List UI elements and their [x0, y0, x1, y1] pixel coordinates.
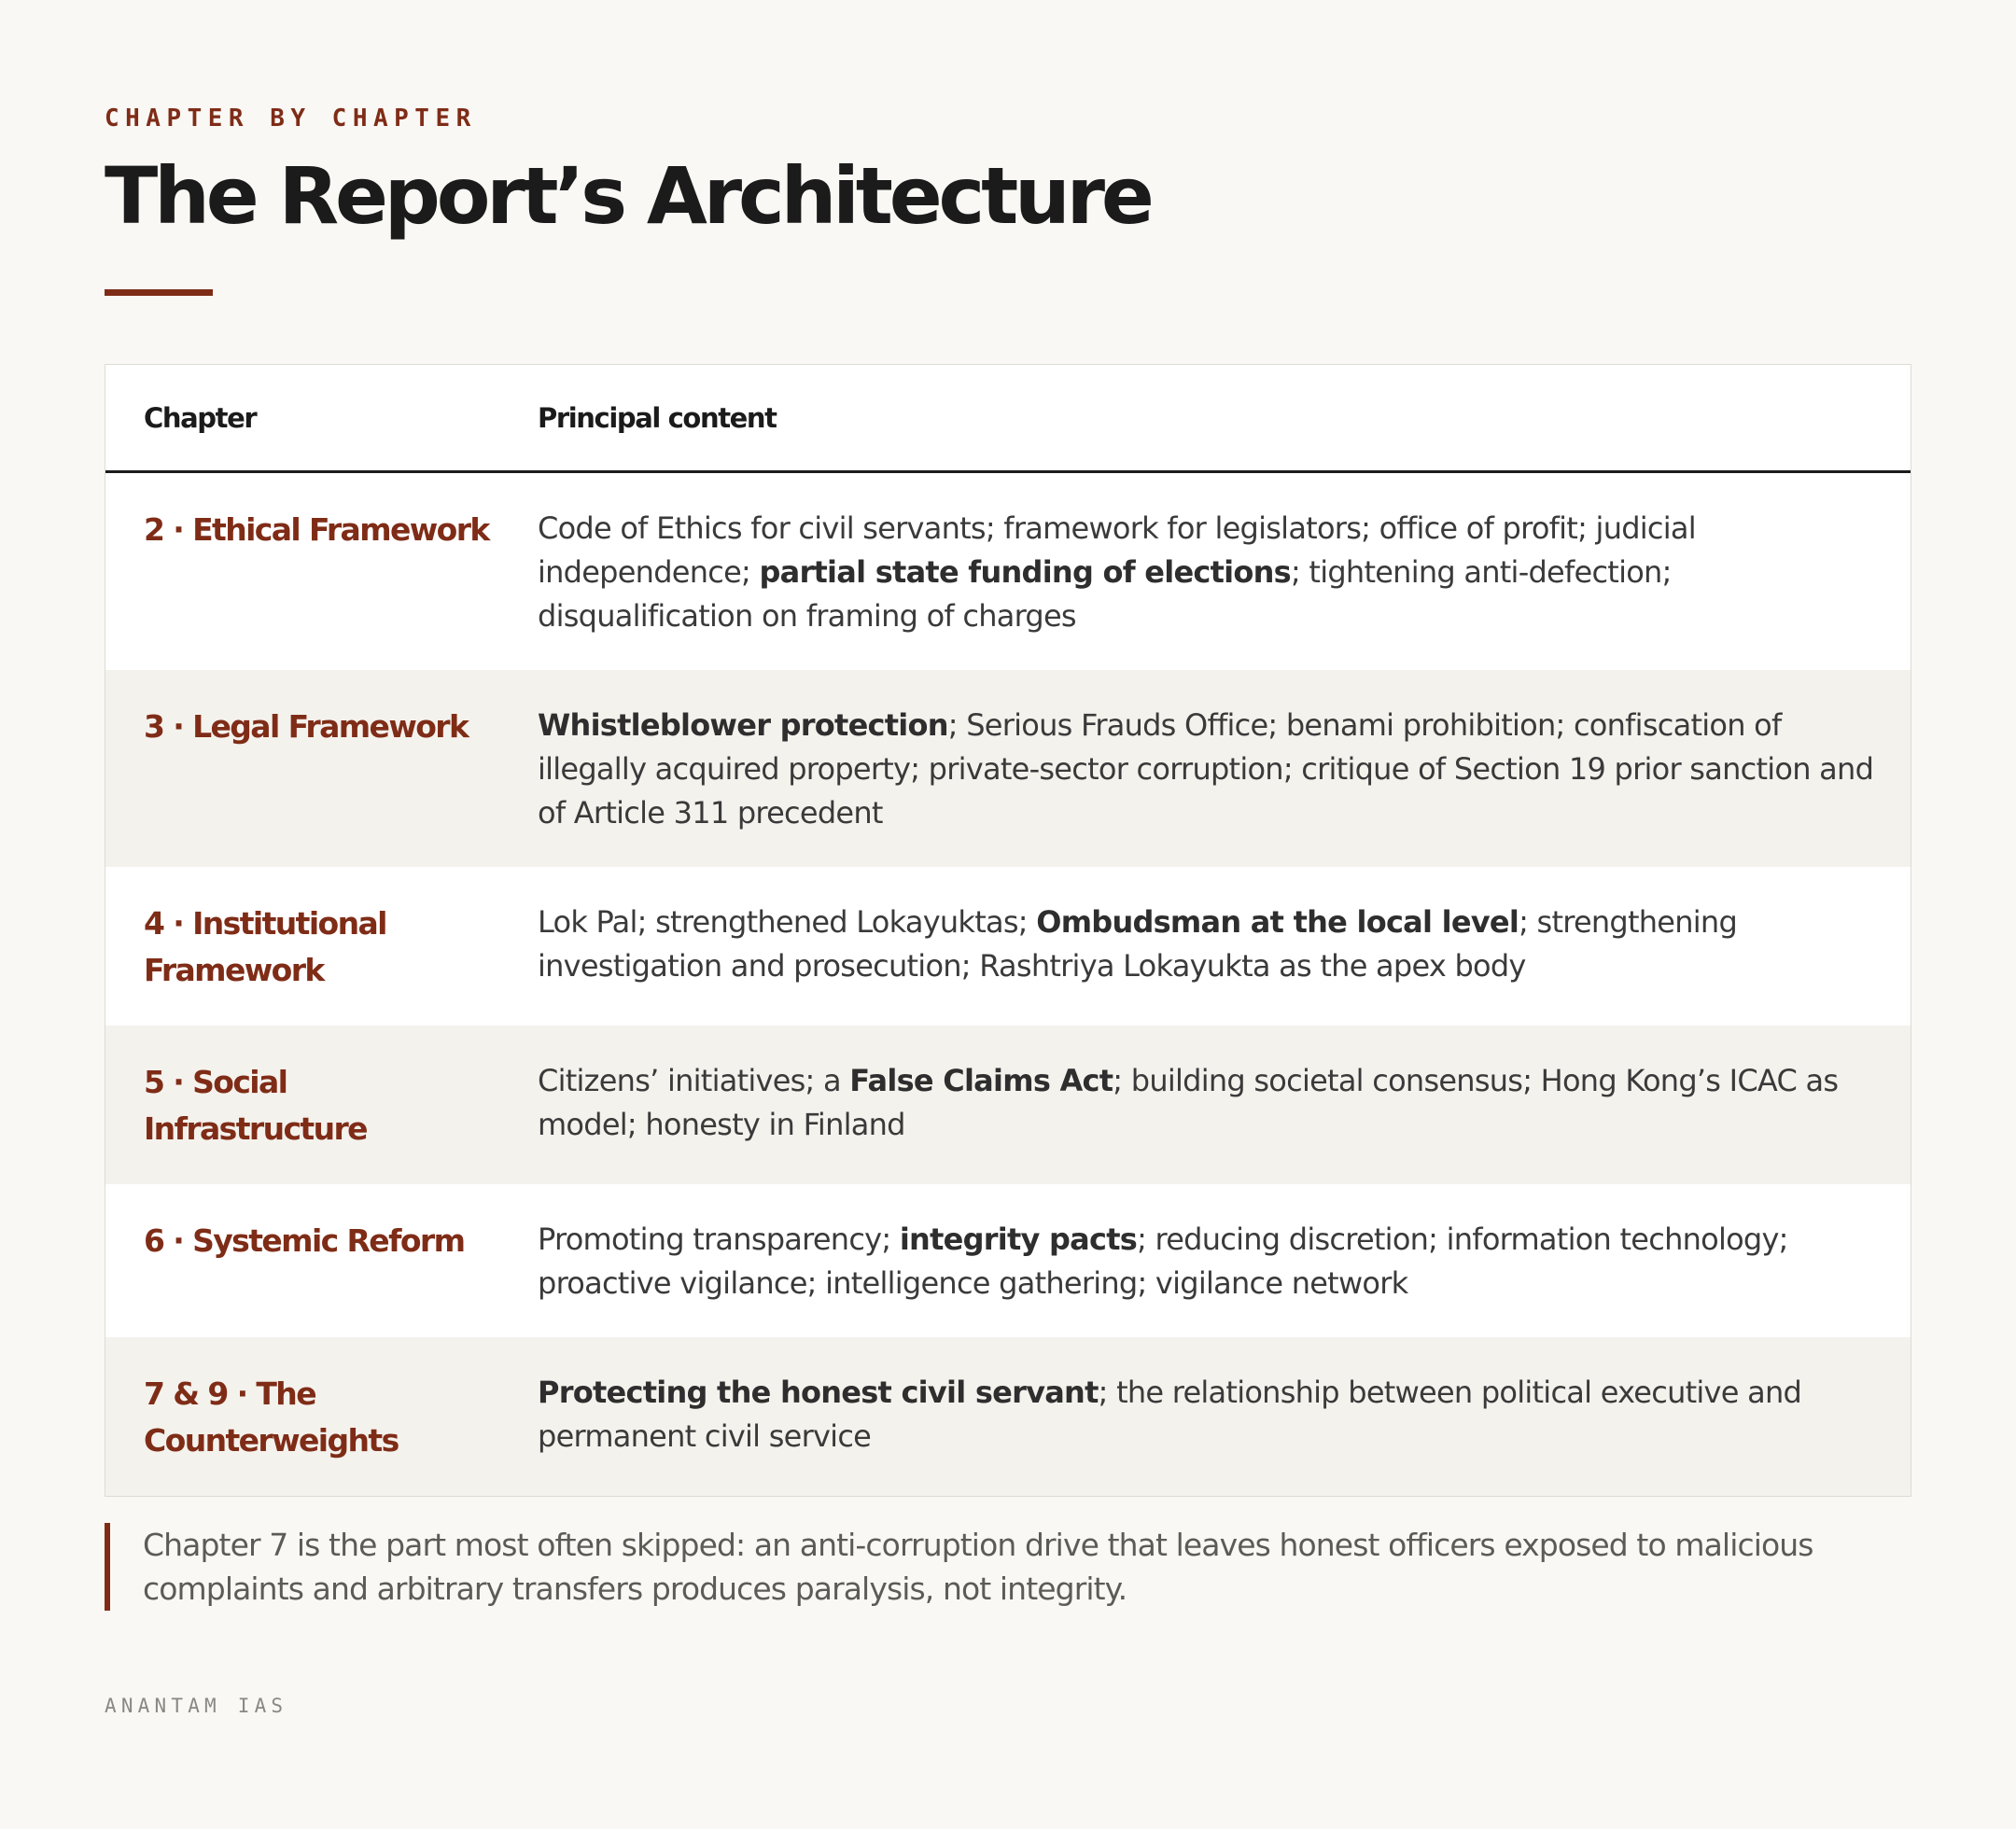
page-title: The Report’s Architecture: [105, 150, 1151, 242]
content-text: ; the relationship between political executive and permanent civil service: [538, 1375, 1802, 1454]
footer-brand: ANANTAM IAS: [105, 1695, 288, 1717]
table-row: [105, 1184, 1911, 1337]
content-cell: [538, 670, 1911, 867]
table-row: [105, 670, 1911, 867]
chapter-cell: 5 · Social Infrastructure: [105, 1026, 538, 1184]
content-text: ; reducing discretion; information technology; proactive vigilance; intelligence gathering; vigilance network: [538, 1222, 1788, 1301]
table-row: [105, 1337, 1911, 1496]
content-text: ; strengthening investigation and prosecution; Rashtriya Lokayukta as the apex body: [538, 904, 1737, 984]
content-cell: [538, 1337, 1911, 1496]
content-highlight: Whistleblower protection: [538, 707, 948, 743]
content-highlight: Protecting the honest civil servant: [538, 1375, 1099, 1410]
callout-quote: Chapter 7 is the part most often skipped: an anti-corruption drive that leaves honest officers exposed to malicious complaints and arbitrary transfers produces paralysis, not integrity.: [105, 1523, 1906, 1611]
content-text: ; Serious Frauds Office; benami prohibition; confiscation of illegally acquired property; private-sector corruption; critique of Section 19 prior sanction and of Article 311 precedent: [538, 707, 1874, 831]
content-highlight: integrity pacts: [899, 1222, 1138, 1257]
chapter-cell: 3 · Legal Framework: [105, 670, 538, 867]
chapter-cell: 7 & 9 · The Counterweights: [105, 1337, 538, 1496]
chapter-cell: 4 · Institutional Framework: [105, 867, 538, 1026]
column-header-content: Principal content: [538, 365, 1911, 472]
chapter-cell: 6 · Systemic Reform: [105, 1184, 538, 1337]
content-cell: [538, 867, 1911, 1026]
chapter-table: [105, 364, 1911, 1497]
content-text: Lok Pal; strengthened Lokayuktas;: [538, 904, 1037, 940]
table-row: [105, 1026, 1911, 1184]
table-header-row: [105, 365, 1911, 472]
content-text: ; building societal consensus; Hong Kong’s ICAC as model; honesty in Finland: [538, 1063, 1839, 1142]
content-cell: [538, 472, 1911, 671]
accent-rule: [105, 289, 213, 296]
content-highlight: Ombudsman at the local level: [1036, 904, 1519, 940]
content-text: Citizens’ initiatives; a: [538, 1063, 850, 1098]
eyebrow-label: CHAPTER BY CHAPTER: [105, 105, 477, 133]
content-cell: [538, 1184, 1911, 1337]
column-header-chapter: Chapter: [105, 365, 538, 472]
content-highlight: False Claims Act: [849, 1063, 1113, 1098]
content-highlight: partial state funding of elections: [759, 554, 1291, 590]
table-row: [105, 472, 1911, 671]
content-text: Code of Ethics for civil servants; framework for legislators; office of profit; judicial independence;: [538, 510, 1696, 590]
chapter-cell: 2 · Ethical Framework: [105, 472, 538, 671]
content-text: ; tightening anti-defection; disqualification on framing of charges: [538, 554, 1672, 634]
content-text: Promoting transparency;: [538, 1222, 900, 1257]
content-cell: [538, 1026, 1911, 1184]
table-row: [105, 867, 1911, 1026]
